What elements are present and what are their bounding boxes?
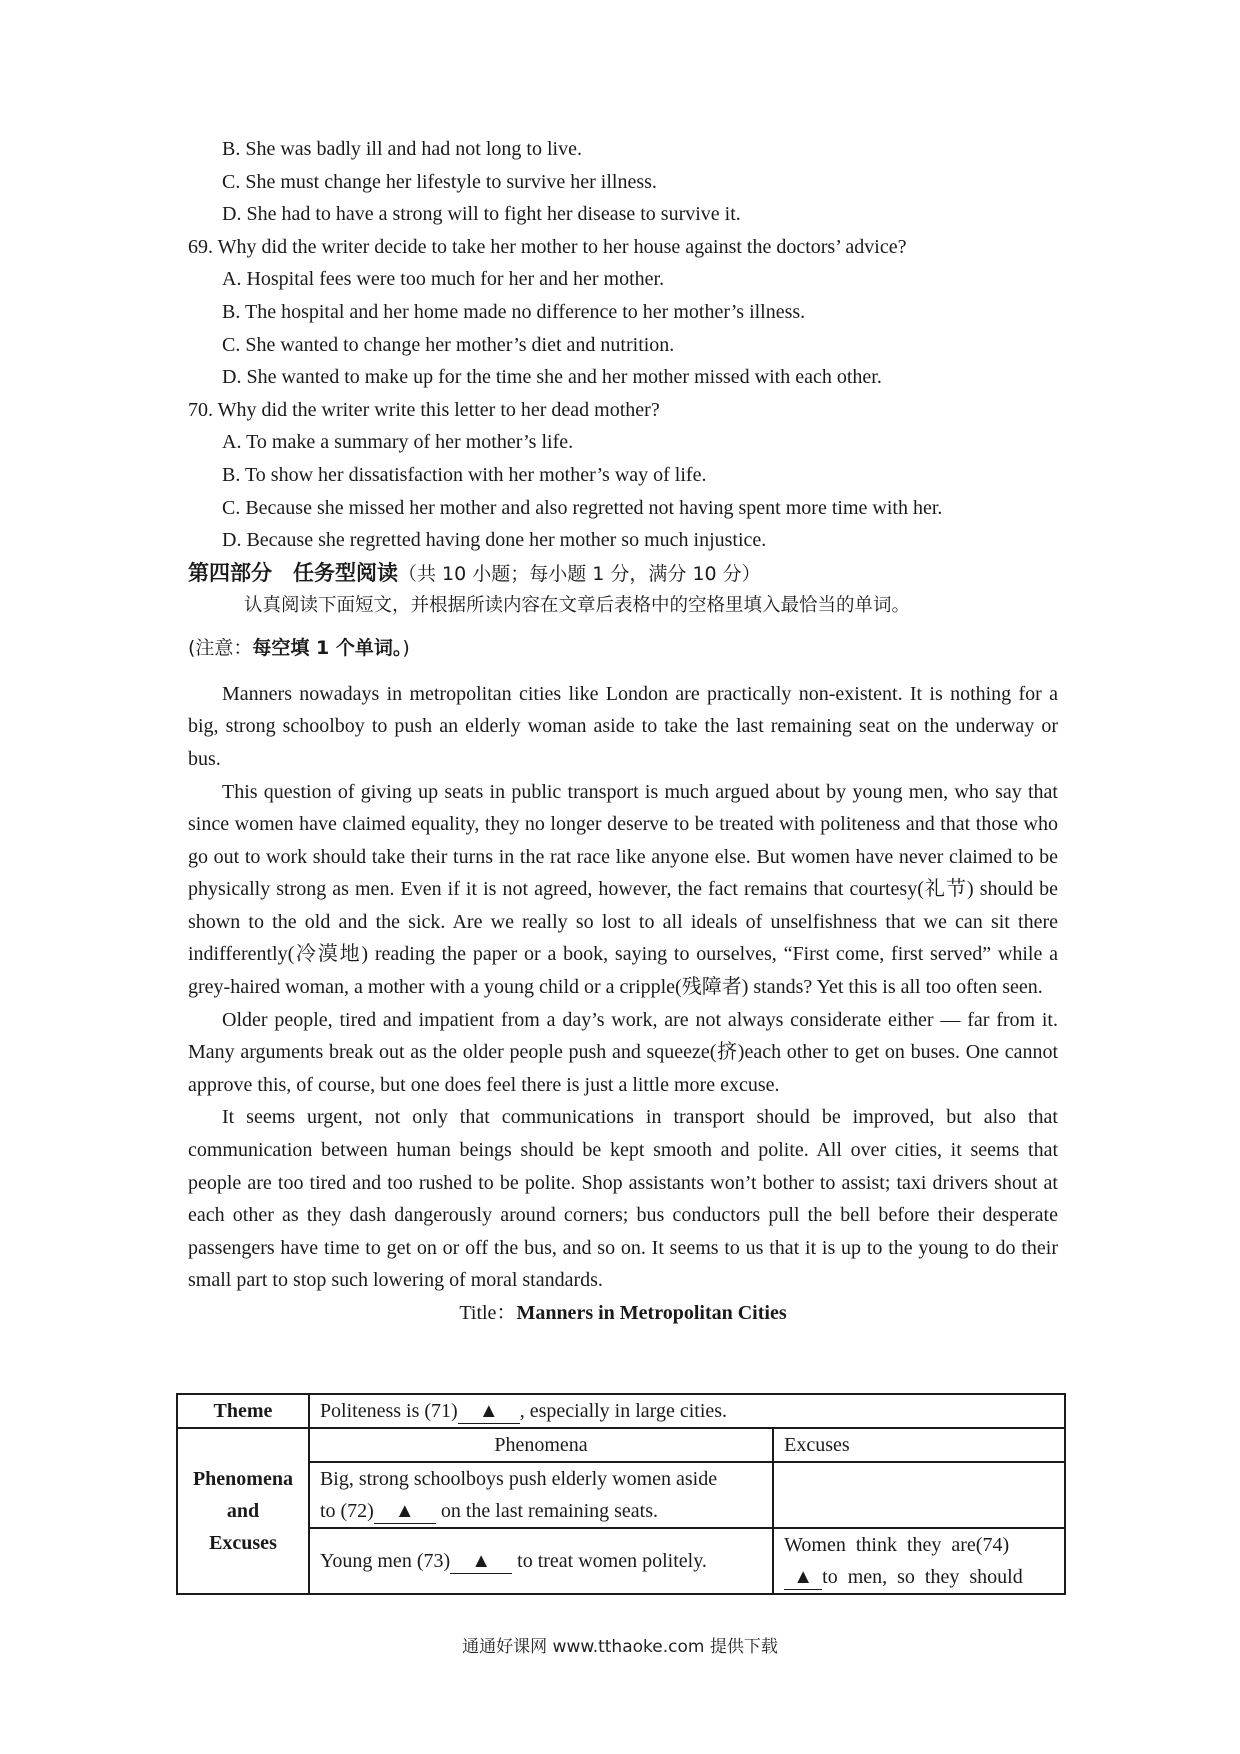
row2-post: to treat women politely. — [512, 1550, 707, 1572]
theme-label: Theme — [177, 1394, 309, 1428]
table-title-prefix: Title： — [459, 1302, 517, 1324]
section-instruction: 认真阅读下面短文，并根据所读内容在文章后表格中的空格里填入最恰当的单词。 — [244, 594, 911, 616]
row1-pre: to (72) — [319, 1500, 374, 1522]
section-note — [188, 632, 1058, 664]
section-title — [188, 557, 1058, 590]
excuse-row-1 — [773, 1462, 1065, 1528]
page-footer: 通通好课网 www.tthaoke.com 提供下载 — [462, 1637, 778, 1657]
q69-option-a: A. Hospital fees were too much for her and her mother. — [222, 268, 665, 291]
q70-question: 70. Why did the writer write this letter to her dead mother? — [188, 398, 660, 421]
label-excuses: Excuses — [209, 1532, 277, 1554]
col-header-phenomena: Phenomena — [309, 1428, 773, 1462]
phenomena-excuses-label — [177, 1428, 309, 1594]
q69-option-d: D. She wanted to make up for the time she and her mother missed with each other. — [222, 366, 882, 389]
question-block — [188, 133, 1058, 1328]
q69-question: 69. Why did the writer decide to take her mother to her house against the doctors’ advice? — [188, 235, 907, 258]
reading-passage — [188, 678, 1058, 1297]
passage-paragraph-1: Manners nowadays in metropolitan cities like London are practically non-existent. It is nothing for a big, strong schoolboy to push an elderly woman aside to take the last remaining seat on the underway or bus. — [188, 682, 1058, 770]
blank-71[interactable]: ▲ — [458, 1399, 520, 1424]
note-suffix: ) — [402, 636, 410, 659]
blank-73[interactable]: ▲ — [450, 1549, 512, 1574]
table-title — [188, 1298, 1058, 1328]
row2-pre: Young men (73) — [319, 1550, 451, 1572]
excuse-row-2 — [773, 1528, 1065, 1594]
row1-line1: Big, strong schoolboys push elderly women aside — [319, 1468, 718, 1490]
row1-post: on the last remaining seats. — [435, 1500, 658, 1522]
q69-option-b: B. The hospital and her home made no difference to her mother’s illness. — [222, 300, 806, 323]
blank-74[interactable]: ▲ — [784, 1565, 822, 1590]
phenomenon-row-1 — [309, 1462, 773, 1528]
q70-option-c: C. Because she missed her mother and also regretted not having spent more time with her. — [222, 496, 943, 519]
q68-option-b: B. She was badly ill and had not long to live. — [222, 138, 582, 160]
summary-table — [176, 1393, 1066, 1595]
passage-paragraph-3: Older people, tired and impatient from a day’s work, are not always considerate either — far from it. Many arguments break out as the older people push and squeeze(挤)each other to get on buses. One cannot approve this, of course, but one does feel there is just a little more excuse. — [188, 1008, 1058, 1096]
note-prefix: (注意： — [188, 636, 253, 659]
passage-paragraph-4: It seems urgent, not only that communications in transport should be improved, but also that communication between human beings should be kept smooth and polite. All over cities, it seems that people are too tired and too rushed to be polite. Shop assistants won’t bother to assist; taxi drivers shout at each other as they dash dangerously around corners; bus conductors pull the bell before their desperate passengers have time to get on or off the bus, and so on. It seems to us that it is up to the young to do their small part to stop such lowering of moral standards. — [188, 1106, 1058, 1292]
theme-text-post: , especially in large cities. — [519, 1400, 728, 1422]
q70-option-b: B. To show her dissatisfaction with her mother’s way of life. — [222, 463, 707, 486]
note-bold: 每空填 1 个单词。 — [252, 636, 403, 659]
passage-paragraph-2: This question of giving up seats in public transport is much argued about by young men, who say that since women have claimed equality, they no longer deserve to be treated with politeness and that those who go out to work should take their turns in the rat race like anyone else. But women have never claimed to be physically strong as men. Even if it is not agreed, however, the fact remains that courtesy(礼节) should be shown to the old and the sick. Are we really so lost to all ideals of unselfishness that we can sit there indifferently(冷漠地) reading the paper or a book, saying to ourselves, “First come, first served” while a grey-haired woman, a mother with a young child or a cripple(残障者) stands? Yet this is all too often seen. — [188, 780, 1058, 999]
section-title-sub: （共 10 小题；每小题 1 分，满分 10 分） — [398, 562, 761, 585]
q70-option-a: A. To make a summary of her mother’s life. — [222, 431, 574, 454]
excuse2-post: to men, so they should — [822, 1566, 1023, 1588]
excuse2-line2 — [784, 1561, 1054, 1593]
q68-option-d: D. She had to have a strong will to fight her disease to survive it. — [222, 203, 741, 226]
row1-line2 — [320, 1495, 762, 1527]
theme-cell — [309, 1394, 1065, 1428]
table-title-bold: Manners in Metropolitan Cities — [516, 1302, 787, 1324]
q68-option-c: C. She must change her lifestyle to survive her illness. — [222, 170, 657, 193]
phenomenon-row-2 — [309, 1528, 773, 1594]
section-title-main: 第四部分 任务型阅读 — [188, 560, 398, 585]
q69-option-c: C. She wanted to change her mother’s diet and nutrition. — [222, 333, 675, 356]
theme-text-pre: Politeness is (71) — [319, 1400, 458, 1422]
col-header-excuses: Excuses — [773, 1428, 1065, 1462]
q70-option-d: D. Because she regretted having done her mother so much injustice. — [222, 529, 767, 552]
blank-72[interactable]: ▲ — [374, 1499, 436, 1524]
excuse2-line1: Women think they are(74) — [784, 1534, 1010, 1556]
label-and: and — [226, 1500, 260, 1522]
label-phenomena: Phenomena — [192, 1468, 293, 1490]
